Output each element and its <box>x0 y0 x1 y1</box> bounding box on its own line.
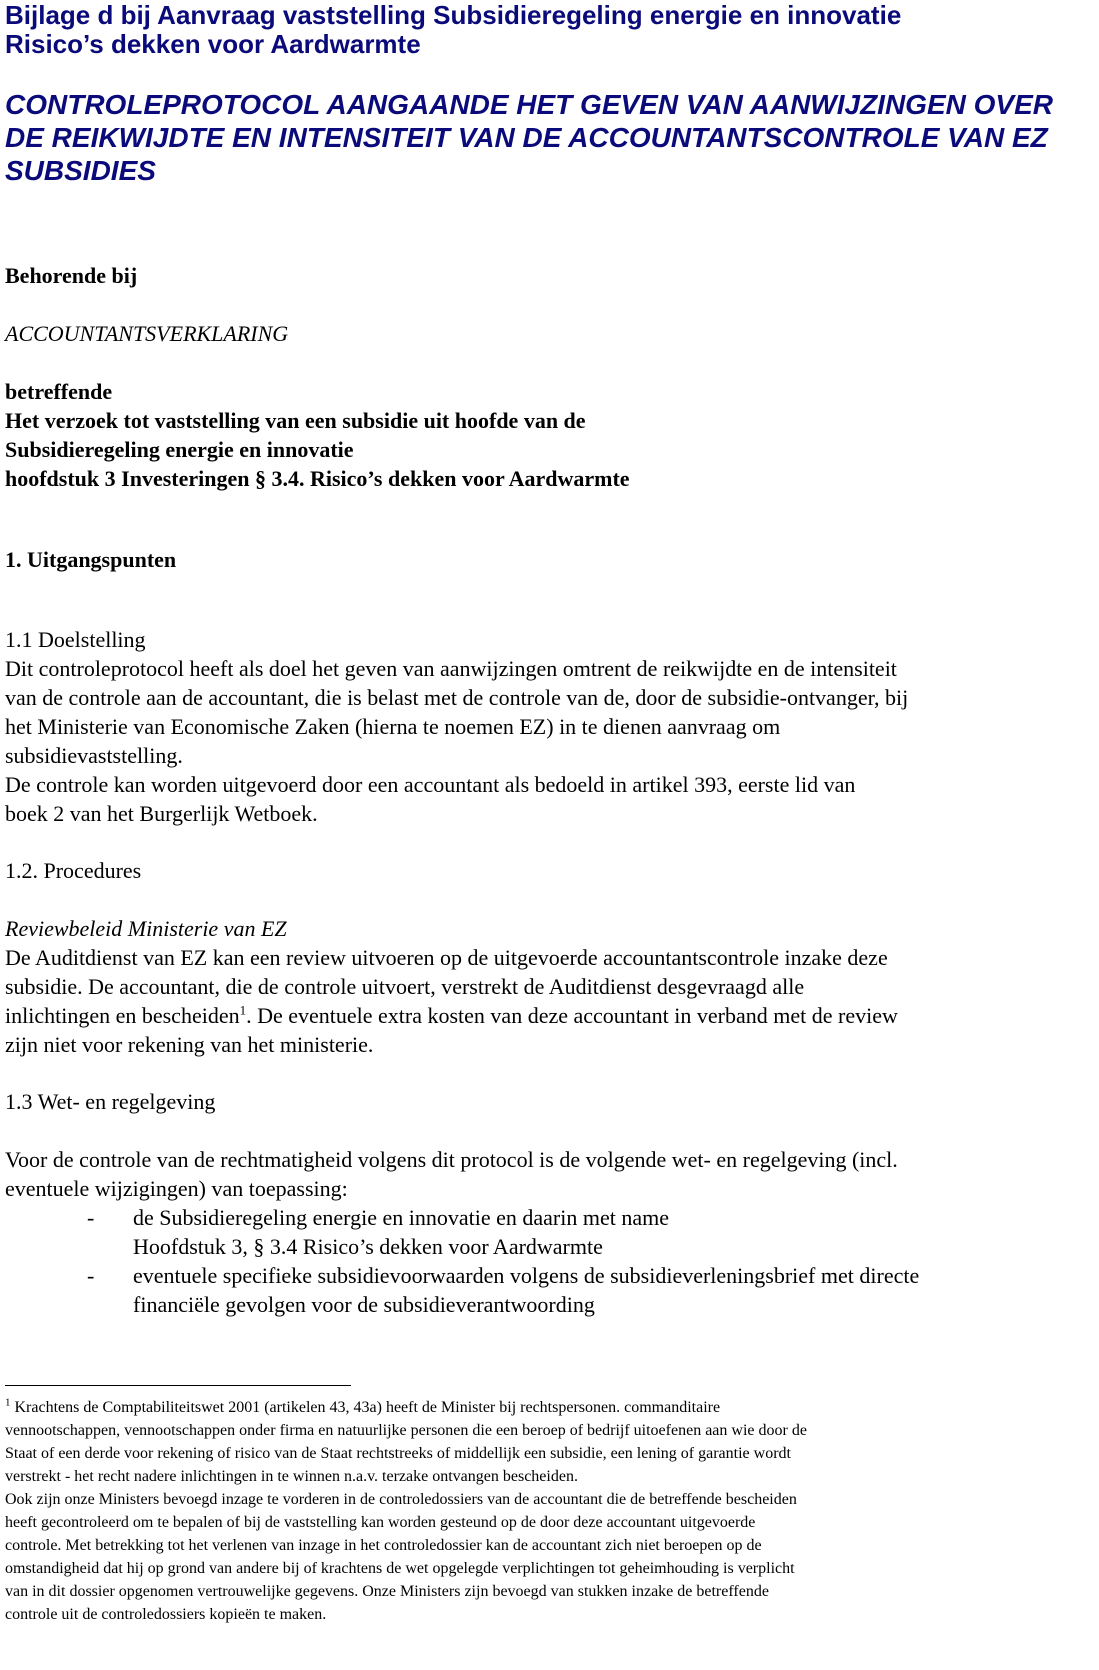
paragraph-line: Voor de controle van de rechtmatigheid volgens dit protocol is de volgende wet- en regelgeving (incl. <box>5 1147 898 1172</box>
list-item: eventuele specifieke subsidievoorwaarden volgens de subsidieverleningsbrief met directe <box>133 1263 920 1288</box>
list-bullet-dash: - <box>87 1263 95 1288</box>
document-title-line-2: Risico’s dekken voor Aardwarmte <box>5 29 421 59</box>
footnote-line <box>5 1396 720 1420</box>
paragraph-line: De controle kan worden uitgevoerd door een accountant als bedoeld in artikel 393, eerste lid van <box>5 772 856 797</box>
paragraph-line: subsidievaststelling. <box>5 743 183 768</box>
protocol-title-line-3: SUBSIDIES <box>5 155 156 186</box>
footnote-line: van in dit dossier opgenomen vertrouwelijke gegevens. Onze Ministers zijn bevoegd van stukken inzake de betreffende <box>5 1583 769 1600</box>
paragraph-line: eventuele wijzigingen) van toepassing: <box>5 1176 348 1201</box>
paragraph-line: De Auditdienst van EZ kan een review uitvoeren op de uitgevoerde accountantscontrole inzake deze <box>5 945 888 970</box>
footnote-line: omstandigheid dat hij op grond van andere bij of krachtens de wet opgelegde verplichtingen tot geheimhouding is verplicht <box>5 1560 795 1577</box>
betreffende-label: betreffende <box>5 379 113 404</box>
paragraph-line: Dit controleprotocol heeft als doel het geven van aanwijzingen omtrent de reikwijdte en de intensiteit <box>5 656 897 681</box>
list-item-continuation: financiële gevolgen voor de subsidieverantwoording <box>133 1292 595 1317</box>
section-1-heading: 1. Uitgangspunten <box>5 547 177 572</box>
reviewbeleid-subheading: Reviewbeleid Ministerie van EZ <box>5 916 287 941</box>
paragraph-text: inlichtingen en bescheiden <box>5 1003 240 1028</box>
section-1-1-heading: 1.1 Doelstelling <box>5 627 146 652</box>
accountantsverklaring-label: ACCOUNTANTSVERKLARING <box>5 321 289 346</box>
subject-line-2: Subsidieregeling energie en innovatie <box>5 437 354 462</box>
section-1-2-heading: 1.2. Procedures <box>5 858 142 883</box>
paragraph-text: . De eventuele extra kosten van deze accountant in verband met de review <box>246 1003 898 1028</box>
behorende-bij-label: Behorende bij <box>5 263 138 288</box>
list-bullet-dash: - <box>87 1205 95 1230</box>
footnote-line: controle. Met betrekking tot het verlenen van inzage in het controledossier kan de accountant zich niet beroepen op de <box>5 1537 762 1554</box>
paragraph-line: boek 2 van het Burgerlijk Wetboek. <box>5 801 318 826</box>
paragraph-line: van de controle aan de accountant, die is belast met de controle van de, door de subsidie-ontvanger, bij <box>5 685 909 710</box>
paragraph-line: subsidie. De accountant, die de controle uitvoert, verstrekt de Auditdienst desgevraagd alle <box>5 974 805 999</box>
paragraph-line: zijn niet voor rekening van het ministerie. <box>5 1032 374 1057</box>
protocol-title-line-1: CONTROLEPROTOCOL AANGAANDE HET GEVEN VAN AANWIJZINGEN OVER <box>5 89 1053 120</box>
footnote-number: 1 <box>5 1396 11 1409</box>
footnote-line: Ook zijn onze Ministers bevoegd inzage te vorderen in de controledossiers van de accountant die de betreffende bescheiden <box>5 1491 797 1508</box>
paragraph-line <box>5 1002 898 1030</box>
footnote-line: controle uit de controledossiers kopieën te maken. <box>5 1606 327 1623</box>
protocol-title-line-2: DE REIKWIJDTE EN INTENSITEIT VAN DE ACCOUNTANTSCONTROLE VAN EZ <box>5 122 1048 153</box>
section-1-3-heading: 1.3 Wet- en regelgeving <box>5 1089 216 1114</box>
document-title-line-1: Bijlage d bij Aanvraag vaststelling Subsidieregeling energie en innovatie <box>5 0 902 30</box>
footnote-line: heeft gecontroleerd om te bepalen of bij de vaststelling kan worden gesteund op de door deze accountant uitgevoerde <box>5 1514 756 1531</box>
footnote-line: Staat of een derde voor rekening of risico van de Staat rechtstreeks of middellijk een subsidie, een lening of garantie wordt <box>5 1445 791 1462</box>
list-item: de Subsidieregeling energie en innovatie en daarin met name <box>133 1205 669 1230</box>
footnote-separator <box>5 1385 351 1386</box>
footnote-text: Krachtens de Comptabiliteitswet 2001 (artikelen 43, 43a) heeft de Minister bij rechtspersonen. commanditaire <box>10 1399 721 1416</box>
footnote-line: verstrekt - het recht nadere inlichtingen in te winnen n.a.v. terzake ontvangen bescheiden. <box>5 1468 578 1485</box>
footnote-line: vennootschappen, vennootschappen onder firma en natuurlijke personen die een beroep of bedrijf uitoefenen aan wie door de <box>5 1422 807 1439</box>
subject-line-3: hoofdstuk 3 Investeringen § 3.4. Risico’s dekken voor Aardwarmte <box>5 466 630 491</box>
paragraph-line: het Ministerie van Economische Zaken (hierna te noemen EZ) in te dienen aanvraag om <box>5 714 781 739</box>
footnote-reference[interactable]: 1 <box>239 1002 247 1018</box>
list-item-continuation: Hoofdstuk 3, § 3.4 Risico’s dekken voor Aardwarmte <box>133 1234 603 1259</box>
subject-line-1: Het verzoek tot vaststelling van een subsidie uit hoofde van de <box>5 408 586 433</box>
